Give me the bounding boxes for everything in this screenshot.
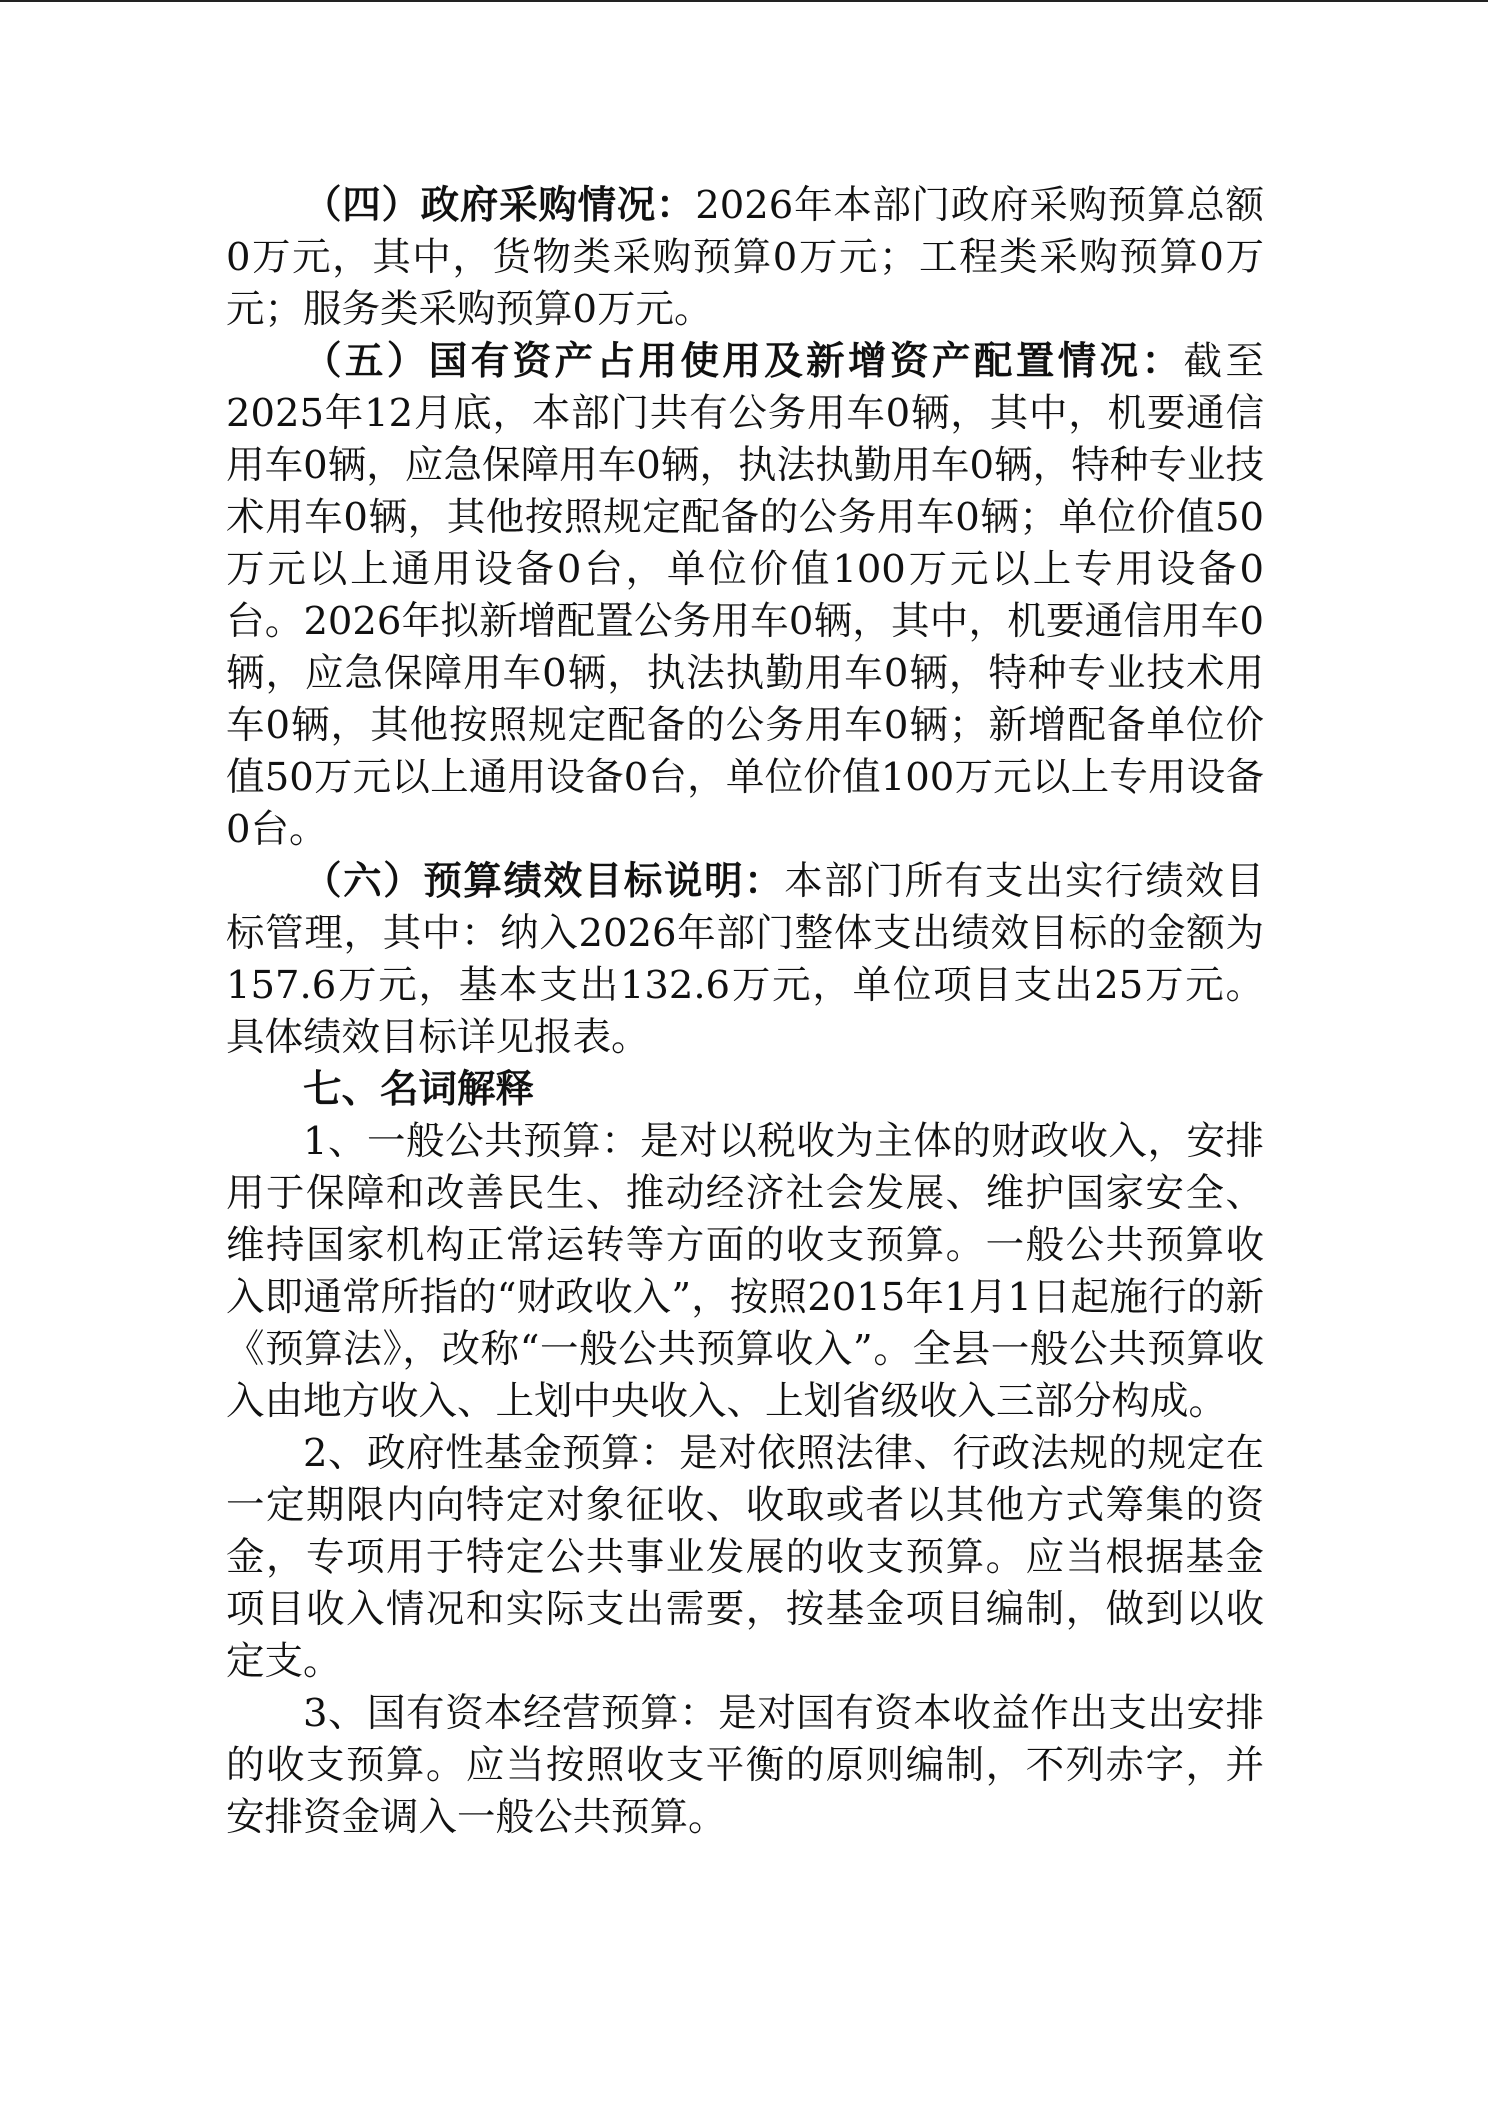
text-performance: 本部门所有支出实行绩效目标管理，其中：纳入2026年部门整体支出绩效目标的金额为157.6万元，基本支出132.6万元，单位项目支出25万元。具体绩效目标详见报表。 (226, 859, 1264, 1060)
section-title-glossary: 七、名词解释 (303, 1067, 535, 1112)
paragraph-procurement (226, 180, 1264, 336)
heading-assets: （五）国有资产占用使用及新增资产配置情况： (303, 339, 1184, 384)
document-body (226, 180, 1264, 1844)
glossary-item-fund-budget: 2、政府性基金预算：是对依照法律、行政法规的规定在一定期限内向特定对象征收、收取或者以其他方式筹集的资金，专项用于特定公共事业发展的收支预算。应当根据基金项目收入情况和实际支出需要，按基金项目编制，做到以收定支。 (226, 1431, 1264, 1684)
paragraph-performance (226, 856, 1264, 1064)
glossary-item-state-capital-budget: 3、国有资本经营预算：是对国有资本收益作出支出安排的收支预算。应当按照收支平衡的原则编制，不列赤字，并安排资金调入一般公共预算。 (226, 1691, 1264, 1840)
paragraph-assets (226, 336, 1264, 856)
text-assets: 截至2025年12月底，本部门共有公务用车0辆，其中，机要通信用车0辆，应急保障用车0辆，执法执勤用车0辆，特种专业技术用车0辆，其他按照规定配备的公务用车0辆；单位价值50万元以上通用设备0台，单位价值100万元以上专用设备0台。2026年拟新增配置公务用车0辆，其中，机要通信用车0辆，应急保障用车0辆，执法执勤用车0辆，特种专业技术用车0辆，其他按照规定配备的公务用车0辆；新增配备单位价值50万元以上通用设备0台，单位价值100万元以上专用设备0台。 (226, 339, 1264, 852)
text-procurement: 2026年本部门政府采购预算总额0万元，其中，货物类采购预算0万元；工程类采购预算0万元；服务类采购预算0万元。 (226, 183, 1264, 332)
heading-procurement: （四）政府采购情况： (303, 183, 696, 228)
heading-performance: （六）预算绩效目标说明： (303, 859, 785, 904)
glossary-item-general-budget: 1、一般公共预算：是对以税收为主体的财政收入，安排用于保障和改善民生、推动经济社会发展、维护国家安全、维持国家机构正常运转等方面的收支预算。一般公共预算收入即通常所指的“财政收入”，按照2015年1月1日起施行的新《预算法》，改称“一般公共预算收入”。全县一般公共预算收入由地方收入、上划中央收入、上划省级收入三部分构成。 (226, 1119, 1264, 1424)
